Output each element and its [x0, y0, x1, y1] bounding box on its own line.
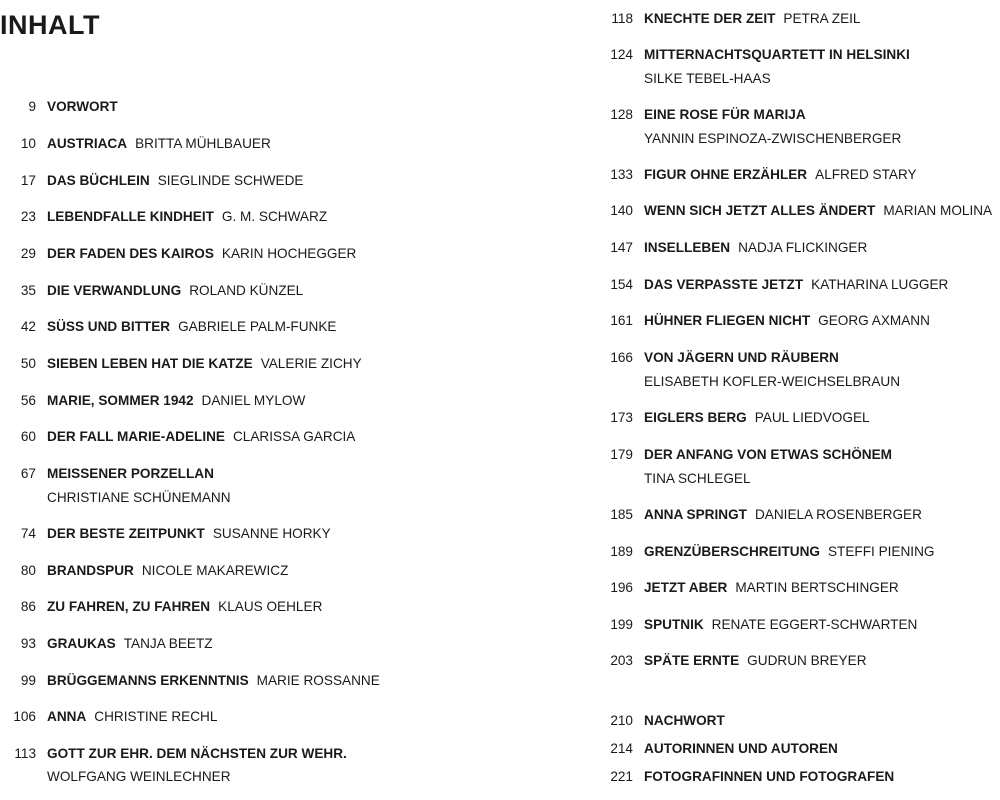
- toc-page-number: 74: [20, 526, 36, 541]
- toc-page-number: 199: [610, 617, 633, 632]
- toc-title: ANNA: [47, 709, 87, 724]
- toc-page-number: 210: [610, 713, 633, 728]
- toc-title: DAS VERPASSTE JETZT: [644, 277, 804, 292]
- toc-page-number: 166: [610, 350, 633, 365]
- toc-title: SÜSS UND BITTER: [47, 319, 171, 334]
- toc-title: BRÜGGEMANNS ERKENNTNIS: [47, 673, 249, 688]
- toc-title: SPÄTE ERNTE: [644, 653, 740, 668]
- toc-title: DER FADEN DES KAIROS: [47, 246, 214, 261]
- toc-page-number: 140: [610, 203, 633, 218]
- toc-title: AUSTRIACA: [47, 136, 128, 151]
- toc-author: VALERIE ZICHY: [260, 356, 362, 371]
- toc-title: GRENZÜBERSCHREITUNG: [644, 544, 820, 559]
- toc-title: DER BESTE ZEITPUNKT: [47, 526, 205, 541]
- toc-page-number: 179: [610, 447, 633, 462]
- toc-page-number: 17: [20, 173, 36, 188]
- toc-author: KATHARINA LUGGER: [811, 277, 949, 292]
- toc-title: JETZT ABER: [644, 580, 728, 595]
- toc-title: EIGLERS BERG: [644, 410, 747, 425]
- toc-page-number: 106: [13, 709, 36, 724]
- toc-title: GOTT ZUR EHR. DEM NÄCHSTEN ZUR WEHR.: [47, 746, 347, 761]
- toc-author: RENATE EGGERT-SCHWARTEN: [711, 617, 918, 632]
- toc-title: KNECHTE DER ZEIT: [644, 11, 776, 26]
- toc-page-number: 196: [610, 580, 633, 595]
- toc-author: CLARISSA GARCIA: [232, 429, 356, 444]
- toc-page-number: 133: [610, 167, 633, 182]
- page-title: INHALT: [0, 10, 100, 40]
- toc-title: ANNA SPRINGT: [644, 507, 747, 522]
- toc-title: HÜHNER FLIEGEN NICHT: [644, 313, 811, 328]
- toc-author: SIEGLINDE SCHWEDE: [157, 173, 304, 188]
- toc-page-number: 128: [610, 107, 633, 122]
- toc-page-number: 93: [20, 636, 36, 651]
- toc-author: CHRISTIANE SCHÜNEMANN: [47, 490, 231, 505]
- toc-author: GABRIELE PALM-FUNKE: [178, 319, 337, 334]
- toc-author: DANIELA ROSENBERGER: [754, 507, 922, 522]
- toc-title: MITTERNACHTSQUARTETT IN HELSINKI: [644, 47, 910, 62]
- toc-page-number: 203: [610, 653, 633, 668]
- toc-page-number: 124: [610, 47, 633, 62]
- toc-page-number: 10: [20, 136, 36, 151]
- toc-title: AUTORINNEN UND AUTOREN: [644, 741, 838, 756]
- toc-page-number: 29: [20, 246, 36, 261]
- toc-page-number: 60: [20, 429, 36, 444]
- toc-title: ZU FAHREN, ZU FAHREN: [47, 599, 211, 614]
- toc-page-number: 99: [20, 673, 36, 688]
- toc-author: SUSANNE HORKY: [212, 526, 331, 541]
- toc-author: MARIE ROSSANNE: [256, 673, 380, 688]
- toc-author: DANIEL MYLOW: [201, 393, 306, 408]
- toc-author: TINA SCHLEGEL: [644, 471, 751, 486]
- toc-title: DER FALL MARIE-ADELINE: [47, 429, 225, 444]
- toc-author: G. M. SCHWARZ: [221, 209, 328, 224]
- toc-author: STEFFI PIENING: [827, 544, 935, 559]
- toc-page-number: 221: [610, 769, 633, 784]
- toc-page-number: 154: [610, 277, 633, 292]
- toc-author: GEORG AXMANN: [818, 313, 930, 328]
- toc-author: MARIAN MOLINA: [883, 203, 993, 218]
- toc-title: WENN SICH JETZT ALLES ÄNDERT: [644, 203, 876, 218]
- toc-title: INSELLEBEN: [644, 240, 731, 255]
- toc-title: MARIE, SOMMER 1942: [47, 393, 194, 408]
- toc-title: NACHWORT: [644, 713, 725, 728]
- toc-page-number: 185: [610, 507, 633, 522]
- toc-title: DIE VERWANDLUNG: [47, 283, 182, 298]
- toc-author: CHRISTINE RECHL: [94, 709, 218, 724]
- toc-author: PETRA ZEIL: [783, 11, 861, 26]
- toc-author: SILKE TEBEL-HAAS: [644, 71, 771, 86]
- toc-author: YANNIN ESPINOZA-ZWISCHENBERGER: [644, 131, 902, 146]
- toc-author: GUDRUN BREYER: [747, 653, 867, 668]
- toc-page-number: 67: [20, 466, 36, 481]
- toc-author: KARIN HOCHEGGER: [221, 246, 357, 261]
- toc-page-number: 86: [20, 599, 36, 614]
- toc-author: WOLFGANG WEINLECHNER: [47, 769, 231, 784]
- toc-title: MEISSENER PORZELLAN: [47, 466, 214, 481]
- toc-page-number: 23: [20, 209, 36, 224]
- toc-title: SPUTNIK: [644, 617, 704, 632]
- toc-author: MARTIN BERTSCHINGER: [735, 580, 899, 595]
- toc-page-number: 42: [20, 319, 36, 334]
- toc-title: FIGUR OHNE ERZÄHLER: [644, 167, 808, 182]
- toc-author: BRITTA MÜHLBAUER: [135, 136, 271, 151]
- toc-title: VON JÄGERN UND RÄUBERN: [644, 350, 839, 365]
- toc-page-number: 147: [610, 240, 633, 255]
- toc-author: TANJA BEETZ: [123, 636, 213, 651]
- toc-page-number: 35: [20, 283, 36, 298]
- toc-title: GRAUKAS: [47, 636, 116, 651]
- toc-author: ROLAND KÜNZEL: [189, 283, 304, 298]
- toc-page-number: 113: [14, 746, 36, 761]
- toc-title: LEBENDFALLE KINDHEIT: [47, 209, 214, 224]
- toc-author: ELISABETH KOFLER-WEICHSELBRAUN: [644, 374, 901, 389]
- toc-title: VORWORT: [47, 99, 118, 114]
- toc-author: NADJA FLICKINGER: [738, 240, 868, 255]
- toc-page-number: 118: [611, 11, 633, 26]
- toc-author: NICOLE MAKAREWICZ: [141, 563, 289, 578]
- toc-title: FOTOGRAFINNEN UND FOTOGRAFEN: [644, 769, 895, 784]
- toc-page-number: 214: [610, 741, 633, 756]
- toc-title: EINE ROSE FÜR MARIJA: [644, 107, 806, 122]
- toc-title: DAS BÜCHLEIN: [47, 173, 150, 188]
- toc-author: KLAUS OEHLER: [218, 599, 323, 614]
- toc-page-number: 50: [20, 356, 36, 371]
- toc-title: SIEBEN LEBEN HAT DIE KATZE: [47, 356, 253, 371]
- toc-page-number: 161: [610, 313, 633, 328]
- toc-author: PAUL LIEDVOGEL: [754, 410, 870, 425]
- toc-page-number: 173: [610, 410, 633, 425]
- toc-page-number: 9: [28, 99, 36, 114]
- toc-page-number: 80: [20, 563, 36, 578]
- toc-page-number: 189: [610, 544, 633, 559]
- toc-title: BRANDSPUR: [47, 563, 134, 578]
- toc-page-number: 56: [20, 393, 36, 408]
- toc-author: ALFRED STARY: [815, 167, 917, 182]
- toc-title: DER ANFANG VON ETWAS SCHÖNEM: [644, 447, 892, 462]
